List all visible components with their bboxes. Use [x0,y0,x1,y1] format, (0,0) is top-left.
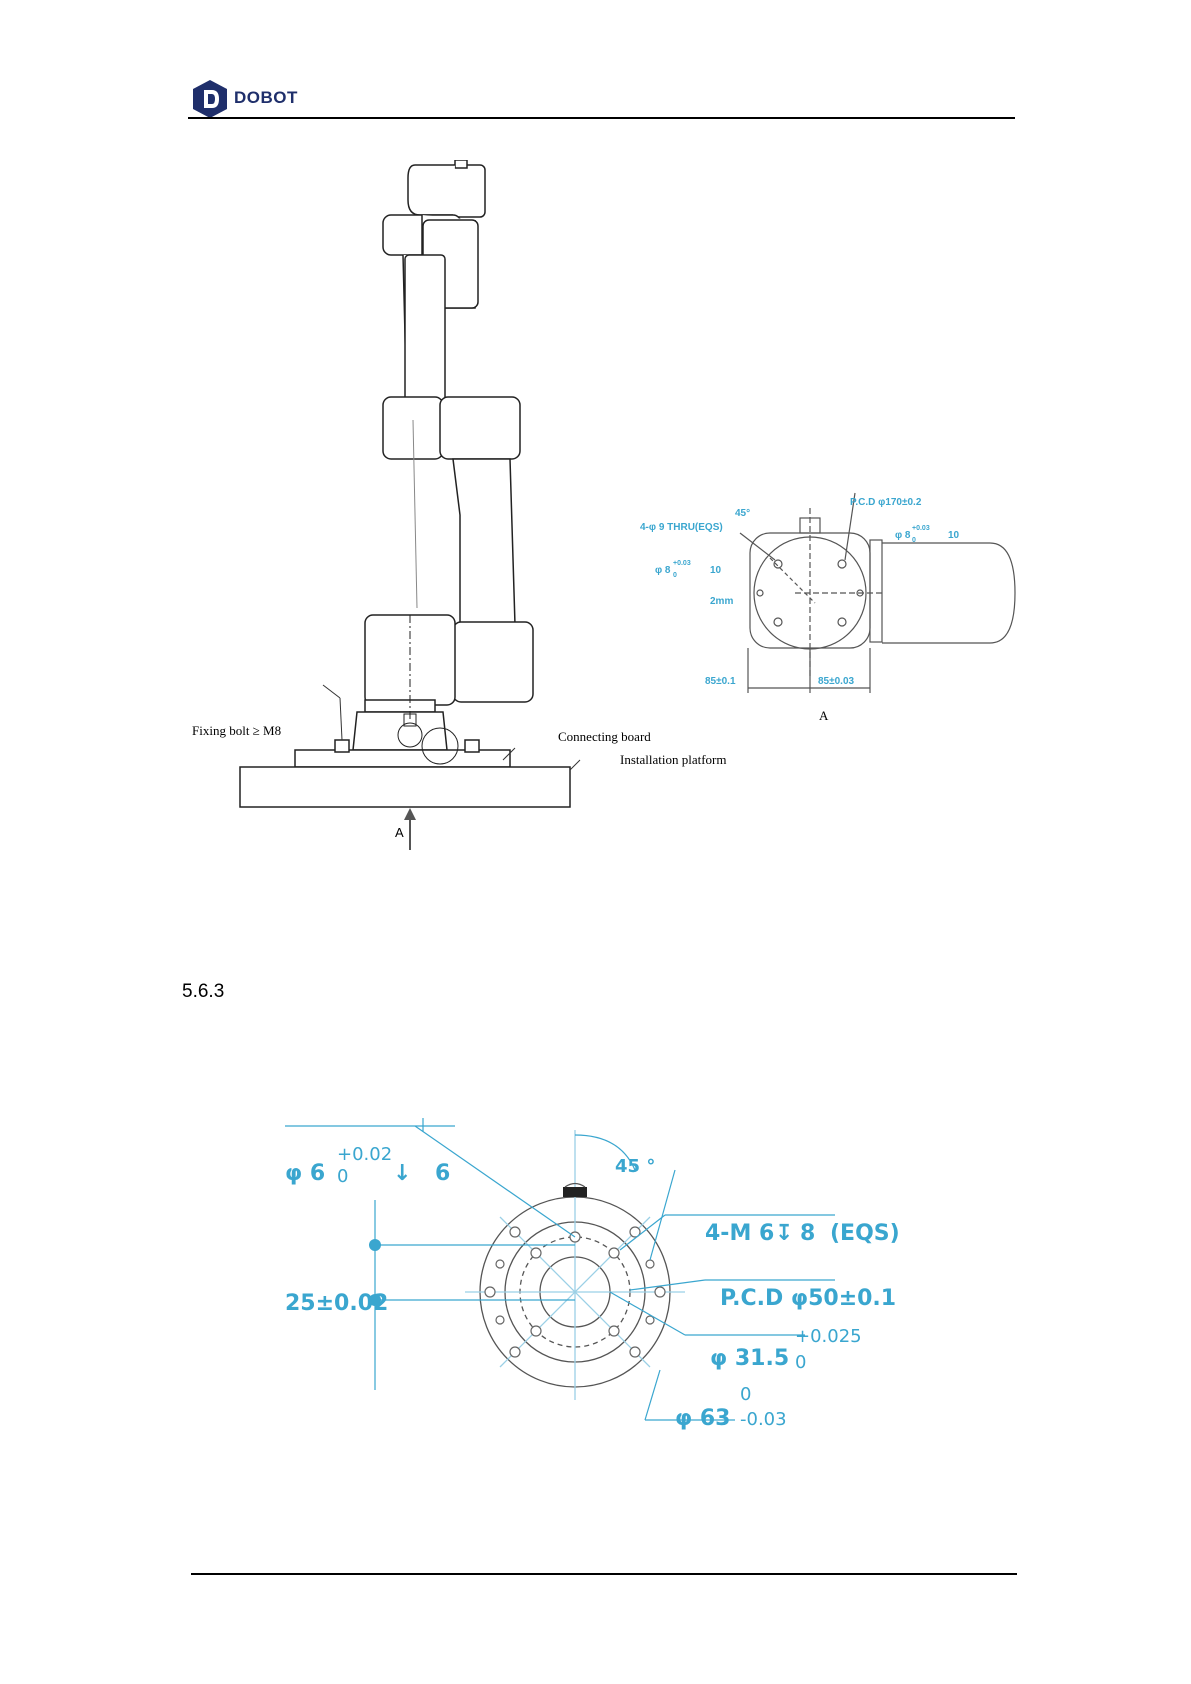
flange-drawing [285,1100,905,1430]
view-a-angle: 45° [735,508,751,519]
threads-eqs: (EQS) [830,1221,900,1246]
view-a-pcd: P.C.D φ170±0.2 [850,497,922,508]
connecting-board-label: Connecting board [558,729,651,744]
bore-diameter: φ 31.5 [710,1346,790,1371]
pin-depth: 6 [435,1161,451,1186]
view-a-pin-right: φ 8 [895,530,911,541]
outer-diameter: φ 63 [675,1406,731,1430]
threads: 4-M 6 [705,1221,775,1246]
header-rule [188,117,1015,119]
pcd: P.C.D φ50±0.1 [720,1286,897,1311]
robot-arm-drawing [185,160,585,850]
pin-diameter: φ 6 [285,1161,326,1186]
view-a-holes: 4-φ 9 THRU(EQS) [640,522,723,533]
pin-tol-low: 0 [337,1166,349,1187]
footer-rule [191,1573,1017,1575]
view-a-caption: A [819,708,829,723]
view-a-pin-left-tol-low: 0 [673,572,677,579]
view-a-pin-right-depth: 10 [948,530,960,541]
view-a-pin-right-tol-low: 0 [912,537,916,544]
depth-arrow-2: ↧ [775,1221,794,1246]
fixing-bolt-label: Fixing bolt ≥ M8 [192,723,282,738]
view-a-pin-left-depth: 10 [710,565,722,576]
installation-platform-label: Installation platform [620,752,727,767]
bore-tol-up: +0.025 [795,1326,862,1347]
thread-depth: 8 [800,1221,816,1246]
angle: 45 ° [615,1156,656,1177]
outer-tol-low: -0.03 [740,1409,787,1430]
view-a-pin-right-tol-up: +0.03 [912,525,930,532]
depth-arrow: ↓ [393,1161,412,1186]
view-a-pin-left-tol-up: +0.03 [673,560,691,567]
view-a-pin-left: φ 8 [655,565,671,576]
outer-tol-up: 0 [740,1384,752,1405]
pin-tol-up: +0.02 [337,1144,393,1165]
dobot-logo [190,78,300,120]
dobot-hex-icon [190,78,230,120]
hole-spacing: 25±0.02 [285,1291,389,1316]
view-a-dim-left: 85±0.1 [705,676,736,687]
view-a-gap: 2mm [710,596,734,607]
view-a-drawing [640,488,1020,728]
section-number: 5.6.3 [182,981,225,1002]
brand-name: DOBOT [234,88,298,107]
bore-tol-low: 0 [795,1352,807,1373]
arrow-a-label: A [395,825,404,840]
view-a-dim-right: 85±0.03 [818,676,855,687]
